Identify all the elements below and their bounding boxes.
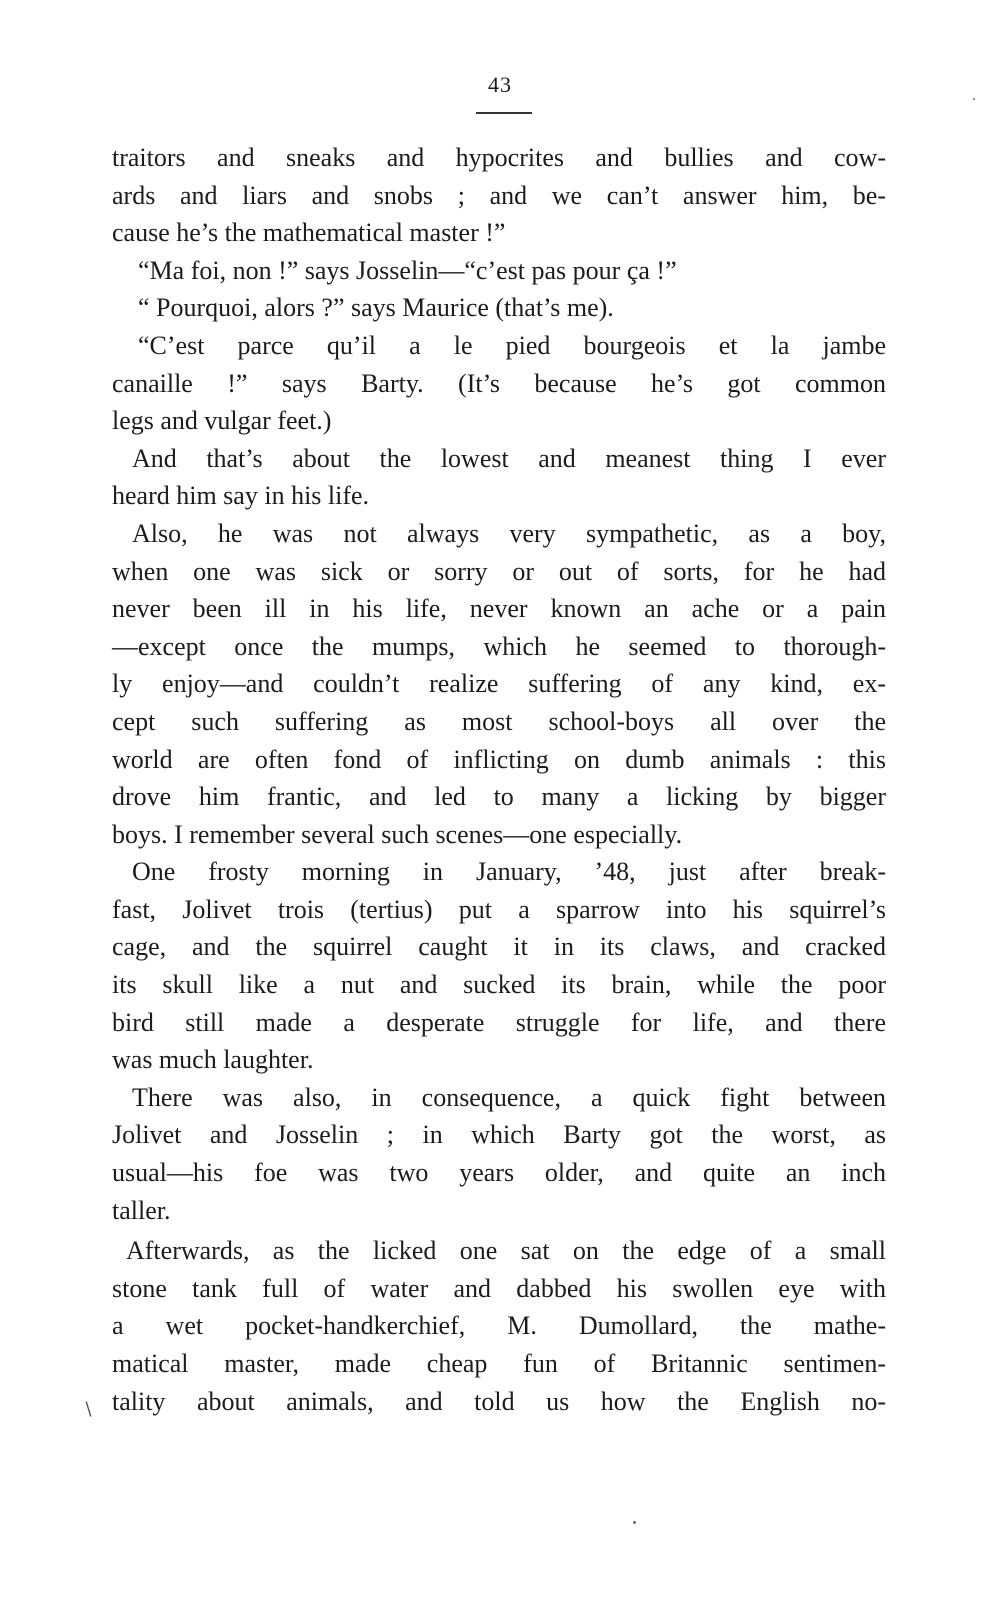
- text-line: was much laughter.: [112, 1045, 314, 1075]
- text-line: cept such suffering as most school-boys all over the: [112, 706, 886, 736]
- text-line: legs and vulgar feet.): [112, 406, 332, 436]
- paragraph: [112, 515, 886, 853]
- paragraph: [112, 853, 886, 1079]
- text-line: —except once the mumps, which he seemed to thorough-: [112, 631, 886, 661]
- text-line: a wet pocket-handkerchief, M. Dumollard, the mathe-: [112, 1311, 886, 1341]
- text-line: its skull like a nut and sucked its brain, while the poor: [112, 970, 886, 1000]
- page-number-rule: [476, 112, 532, 114]
- paragraph: [112, 440, 886, 515]
- text-line: taller.: [112, 1195, 171, 1225]
- margin-tick-mark: ∖: [82, 1399, 94, 1419]
- paragraph: [112, 139, 886, 252]
- text-line: stone tank full of water and dabbed his swollen eye with: [112, 1273, 886, 1303]
- text-line: matical master, made cheap fun of Britannic sentimen-: [112, 1349, 886, 1378]
- text-line: when one was sick or sorry or out of sorts, for he had: [112, 556, 886, 586]
- text-line: world are often fond of inflicting on dumb animals : this: [112, 744, 886, 774]
- paragraph: [112, 1079, 886, 1229]
- paragraph: [112, 1232, 886, 1420]
- text-line: Afterwards, as the licked one sat on the edge of a small: [126, 1236, 886, 1266]
- text-line: ly enjoy—and couldn’t realize suffering of any kind, ex-: [112, 669, 886, 699]
- text-line: ards and liars and snobs ; and we can’t answer him, be-: [112, 180, 886, 210]
- ink-speck: [633, 1521, 636, 1524]
- text-line: Also, he was not always very sympathetic, as a boy,: [132, 518, 886, 548]
- page-number: 43: [488, 72, 512, 97]
- text-line: “C’est parce qu’il a le pied bourgeois et la jambe: [138, 330, 886, 360]
- text-line: And that’s about the lowest and meanest thing I ever: [132, 443, 886, 473]
- text-line: bird still made a desperate struggle for life, and there: [112, 1007, 886, 1037]
- text-line: tality about animals, and told us how the English no-: [112, 1386, 886, 1416]
- text-line: heard him say in his life.: [112, 481, 370, 511]
- text-line: boys. I remember several such scenes—one especially.: [112, 819, 683, 849]
- paragraph: [112, 289, 886, 327]
- text-line: Jolivet and Josselin ; in which Barty got the worst, as: [112, 1120, 886, 1150]
- text-line: “Ma foi, non !” says Josselin—“c’est pas pour ça !”: [138, 255, 677, 285]
- paragraph: [112, 327, 886, 440]
- text-line: canaille !” says Barty. (It’s because he’s got common: [112, 368, 886, 398]
- ink-speck: [973, 98, 975, 100]
- text-line: cage, and the squirrel caught it in its claws, and cracked: [112, 932, 886, 962]
- text-line: fast, Jolivet trois (tertius) put a sparrow into his squirrel’s: [112, 894, 886, 924]
- page-text: [112, 139, 886, 1420]
- text-line: One frosty morning in January, ’48, just after break-: [132, 857, 886, 887]
- text-line: never been ill in his life, never known an ache or a pain: [112, 594, 886, 624]
- text-line: drove him frantic, and led to many a licking by bigger: [112, 782, 886, 812]
- text-line: traitors and sneaks and hypocrites and bullies and cow-: [112, 143, 886, 172]
- text-line: usual—his foe was two years older, and quite an inch: [112, 1158, 886, 1188]
- text-line: “ Pourquoi, alors ?” says Maurice (that’s me).: [138, 293, 614, 323]
- text-line: cause he’s the mathematical master !”: [112, 218, 506, 248]
- text-line: There was also, in consequence, a quick fight between: [132, 1082, 886, 1112]
- paragraph: [112, 252, 886, 290]
